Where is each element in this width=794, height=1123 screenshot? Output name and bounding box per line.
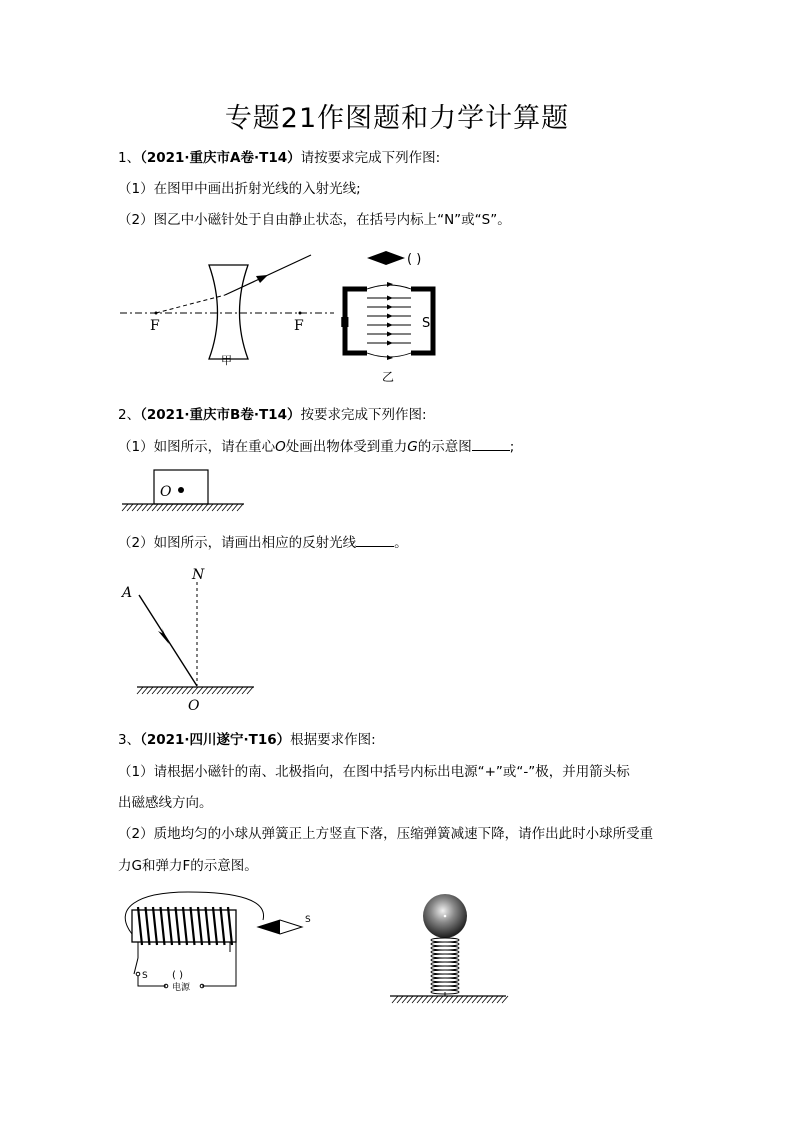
hatch-mark xyxy=(177,504,183,511)
needle-label-s: S xyxy=(305,915,311,925)
hatch-mark xyxy=(142,687,148,694)
question-stem: 请按要求完成下列作图: xyxy=(300,150,441,166)
hatch-mark xyxy=(137,504,143,511)
hatch-mark xyxy=(202,687,208,694)
hatch-mark xyxy=(152,504,158,511)
hatch-mark xyxy=(172,687,178,694)
hatch-mark xyxy=(157,687,163,694)
ground-hatching xyxy=(122,504,243,511)
spring-coil xyxy=(431,958,459,962)
question-3-sub-1-line-2: 出磁感线方向。 xyxy=(118,795,213,811)
coil-turn xyxy=(176,907,180,945)
hatch-mark xyxy=(232,504,238,511)
hatch-mark xyxy=(212,687,218,694)
hatch-mark xyxy=(147,504,153,511)
figure-ball-on-spring xyxy=(388,890,510,1005)
hatch-mark xyxy=(197,687,203,694)
hatch-mark xyxy=(422,996,428,1003)
text: 。 xyxy=(394,535,408,551)
hatch-mark xyxy=(162,687,168,694)
question-3-heading xyxy=(118,728,376,748)
question-2-sub-2 xyxy=(118,531,408,551)
wire xyxy=(202,942,236,986)
hatch-mark xyxy=(497,996,503,1003)
hatch-mark xyxy=(222,504,228,511)
ray-arrow-icon xyxy=(256,275,268,283)
hatch-mark xyxy=(232,687,238,694)
spring-coil xyxy=(431,946,459,950)
spring-coil xyxy=(431,970,459,974)
hatch-mark xyxy=(397,996,403,1003)
label-a: A xyxy=(122,585,133,601)
hatch-mark xyxy=(467,996,473,1003)
question-stem: 按要求完成下列作图: xyxy=(300,407,427,423)
hatch-mark xyxy=(442,996,448,1003)
focus-point-left xyxy=(155,312,158,315)
extension-line xyxy=(156,295,225,313)
hatch-mark xyxy=(137,687,143,694)
coil-turn xyxy=(146,907,150,945)
pole-label-s: S xyxy=(422,316,431,331)
hatch-mark xyxy=(162,504,168,511)
hatch-mark xyxy=(447,996,453,1003)
hatch-mark xyxy=(167,504,173,511)
figure-concave-lens xyxy=(118,245,340,370)
answer-blank[interactable] xyxy=(356,534,394,547)
question-number: 2、 xyxy=(118,407,141,423)
figure-block-on-ground xyxy=(118,462,248,518)
focus-label-right: F xyxy=(294,318,304,334)
spring-coil xyxy=(431,982,459,986)
coil-turn xyxy=(221,907,225,945)
coil-turn xyxy=(213,907,217,945)
text: 处画出物体受到重力 xyxy=(285,439,408,455)
compass-needle-icon xyxy=(367,251,405,265)
coil-turn xyxy=(228,907,232,945)
spring-coil xyxy=(431,978,459,982)
spring-coil xyxy=(431,950,459,954)
focus-label-left: F xyxy=(150,318,160,334)
hatch-mark xyxy=(392,996,398,1003)
spring-coil xyxy=(431,954,459,958)
coil-turn xyxy=(153,907,157,945)
spring-coil xyxy=(431,986,459,990)
question-1-heading xyxy=(118,146,440,166)
question-source: （2021·重庆市A卷·T14） xyxy=(140,150,301,166)
coil-turn xyxy=(161,907,165,945)
spring xyxy=(431,938,459,996)
center-of-gravity-symbol: O xyxy=(275,439,286,455)
question-3-sub-2-line-2: 力G和弹力F的示意图。 xyxy=(118,858,258,874)
gravity-symbol: G xyxy=(407,439,418,455)
figure-magnetic-field xyxy=(335,245,450,385)
hatch-mark xyxy=(457,996,463,1003)
question-2-sub-1 xyxy=(118,435,514,455)
coil-turn xyxy=(183,907,187,945)
switch-blade xyxy=(134,958,138,974)
figure-caption-jia: 甲 xyxy=(221,354,232,367)
hatch-mark xyxy=(412,996,418,1003)
hatch-mark xyxy=(187,504,193,511)
hatch-mark xyxy=(207,687,213,694)
spring-coil xyxy=(431,974,459,978)
hatch-mark xyxy=(172,504,178,511)
hatch-mark xyxy=(132,504,138,511)
hatch-mark xyxy=(157,504,163,511)
question-stem: 根据要求作图: xyxy=(290,732,376,748)
hatch-mark xyxy=(152,687,158,694)
needle-pole-bracket: ( ) xyxy=(407,252,422,267)
hatch-mark xyxy=(207,504,213,511)
hatch-mark xyxy=(217,687,223,694)
figure-reflection xyxy=(118,562,263,712)
coil-turn xyxy=(138,907,142,945)
coil-windings xyxy=(138,907,232,945)
question-3-sub-1-line-1: （1）请根据小磁针的南、北极指向，在图中括号内标出电源“+”或“-”极，并用箭头标 xyxy=(118,764,630,780)
hatch-mark xyxy=(477,996,483,1003)
center-of-gravity-dot xyxy=(178,487,184,493)
text: 的示意图 xyxy=(417,439,472,455)
text: （1）如图所示，请在重心 xyxy=(118,439,276,455)
hatch-mark xyxy=(492,996,498,1003)
hatch-mark xyxy=(222,687,228,694)
hatch-mark xyxy=(177,687,183,694)
switch-label: S xyxy=(142,971,148,981)
page-title: 专题21作图题和力学计算题 xyxy=(224,103,570,134)
hatch-mark xyxy=(237,687,243,694)
hatch-mark xyxy=(237,504,243,511)
hatch-mark xyxy=(462,996,468,1003)
label-n: N xyxy=(192,567,205,583)
hatch-mark xyxy=(197,504,203,511)
concave-lens xyxy=(209,265,248,359)
hatch-mark xyxy=(192,687,198,694)
hatch-mark xyxy=(487,996,493,1003)
spring-coil xyxy=(431,942,459,946)
figure-solenoid-circuit xyxy=(118,880,323,995)
hatch-mark xyxy=(437,996,443,1003)
question-source: （2021·重庆市B卷·T14） xyxy=(140,407,301,423)
center-label-o: O xyxy=(160,484,172,500)
question-1-sub-2: （2）图乙中小磁针处于自由静止状态，在括号内标上“N”或“S”。 xyxy=(118,212,511,228)
coil-turn xyxy=(198,907,202,945)
text: （2）如图所示，请画出相应的反射光线 xyxy=(118,535,357,551)
ground-hatching xyxy=(392,996,508,1003)
question-number: 3、 xyxy=(118,732,141,748)
field-arrow-icons xyxy=(387,282,393,360)
text: ; xyxy=(509,439,515,455)
hatch-mark xyxy=(212,504,218,511)
figure-caption-yi: 乙 xyxy=(382,370,395,384)
answer-blank[interactable] xyxy=(472,438,510,451)
hatch-mark xyxy=(147,687,153,694)
hatch-mark xyxy=(407,996,413,1003)
hatch-mark xyxy=(402,996,408,1003)
hatch-mark xyxy=(142,504,148,511)
coil-turn xyxy=(191,907,195,945)
hatch-mark xyxy=(182,504,188,511)
hatch-mark xyxy=(227,504,233,511)
hatch-mark xyxy=(202,504,208,511)
hatch-mark xyxy=(417,996,423,1003)
source-label: 电源 xyxy=(172,983,191,993)
focus-point-right xyxy=(299,312,302,315)
hatch-mark xyxy=(432,996,438,1003)
hatch-mark xyxy=(227,687,233,694)
hatch-mark xyxy=(482,996,488,1003)
pole-label-n: N xyxy=(340,316,350,331)
hatch-mark xyxy=(167,687,173,694)
hatch-mark xyxy=(127,504,133,511)
mirror-hatching xyxy=(137,687,253,694)
hatch-mark xyxy=(502,996,508,1003)
hatch-mark xyxy=(182,687,188,694)
coil-turn xyxy=(168,907,172,945)
ray-arrow-icon xyxy=(158,628,169,644)
hatch-mark xyxy=(217,504,223,511)
question-2-heading xyxy=(118,403,427,423)
hatch-mark xyxy=(452,996,458,1003)
question-3-sub-2-line-1: （2）质地均匀的小球从弹簧正上方竖直下落，压缩弹簧减速下降，请作出此时小球所受重 xyxy=(118,826,654,842)
needle-dark-half xyxy=(258,920,280,934)
label-o: O xyxy=(188,698,200,714)
hatch-mark xyxy=(247,687,253,694)
question-source: （2021·四川遂宁·T16） xyxy=(140,732,291,748)
hatch-mark xyxy=(472,996,478,1003)
spring-coil xyxy=(431,962,459,966)
field-lines xyxy=(367,285,411,357)
incident-ray xyxy=(139,595,197,686)
hatch-mark xyxy=(192,504,198,511)
source-pole-bracket: ( ) xyxy=(172,970,183,981)
hatch-mark xyxy=(187,687,193,694)
spring-coil xyxy=(431,966,459,970)
hatch-mark xyxy=(242,687,248,694)
spring-coil xyxy=(431,938,459,942)
hatch-mark xyxy=(427,996,433,1003)
question-1-sub-1: （1）在图甲中画出折射光线的入射光线; xyxy=(118,181,361,197)
hatch-mark xyxy=(122,504,128,511)
question-number: 1、 xyxy=(118,150,141,166)
switch-contact xyxy=(136,972,140,976)
coil-turn xyxy=(206,907,210,945)
ball-center-dot xyxy=(444,915,447,918)
